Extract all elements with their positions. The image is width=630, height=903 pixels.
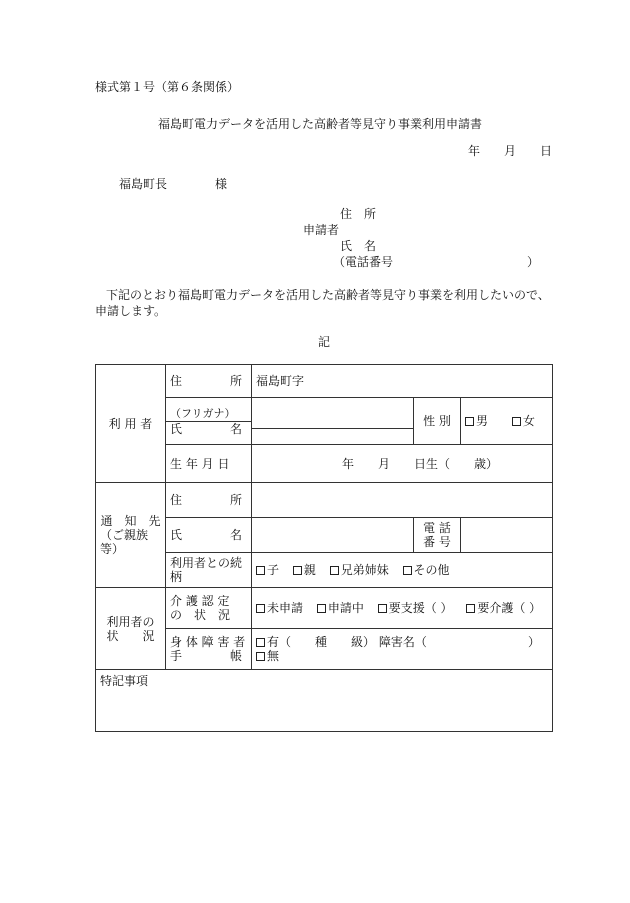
furigana-label: （フリガナ） <box>166 406 251 421</box>
care-label-line2: の 状 況 <box>170 608 231 622</box>
relation-sibling-label: 兄弟姉妹 <box>340 563 389 577</box>
checkbox-sibling[interactable] <box>330 563 389 577</box>
disability-label <box>166 629 252 670</box>
status-section-label <box>96 588 166 670</box>
relation-label <box>166 553 252 588</box>
checkbox-icon <box>512 417 521 426</box>
user-address-label: 住 所 <box>166 365 252 398</box>
male-label: 男 <box>476 414 489 428</box>
date-field[interactable]: 年 月 日 <box>468 144 553 158</box>
checkbox-male[interactable] <box>465 414 488 428</box>
notify-section-label <box>96 483 166 588</box>
care-options <box>252 588 553 629</box>
checkbox-icon <box>256 566 265 575</box>
checkbox-other[interactable] <box>403 563 450 577</box>
notify-section-line3: 等） <box>100 542 125 556</box>
disability-label-line1: 身 体 障 害 者 <box>170 635 246 649</box>
user-name-field[interactable] <box>252 398 414 445</box>
notify-name-field[interactable] <box>252 518 414 553</box>
applicant-name-label: 氏 名 <box>340 239 377 253</box>
care-applying-label: 申請中 <box>327 601 364 615</box>
disability-name-close: ） <box>528 635 541 649</box>
checkbox-icon <box>378 604 387 613</box>
user-address-field[interactable]: 福島町字 <box>252 365 553 398</box>
checkbox-icon <box>317 604 326 613</box>
applicant-label: 申請者 <box>303 223 340 237</box>
relation-label-line2: 柄 <box>170 570 183 584</box>
disability-label-line2: 手 帳 <box>170 649 243 663</box>
notify-address-field[interactable] <box>252 483 553 518</box>
checkbox-icon <box>293 566 302 575</box>
checkbox-icon <box>256 604 265 613</box>
body-text-line1: 下記のとおり福島町電力データを活用した高齢者等見守り事業を利用したいので、 <box>106 288 550 302</box>
remarks-label: 特記事項 <box>100 674 149 688</box>
checkbox-support-needed[interactable] <box>378 601 453 615</box>
user-section-label: 利 用 者 <box>96 365 166 483</box>
remarks-field[interactable] <box>96 670 553 732</box>
notify-address-label: 住 所 <box>166 483 252 518</box>
gender-options <box>461 398 553 445</box>
furigana-field[interactable] <box>252 413 413 428</box>
checkbox-not-applied[interactable] <box>256 601 303 615</box>
care-label-line1: 介 護 認 定 <box>170 594 230 608</box>
care-needed-label: 要介護（ ） <box>477 601 542 615</box>
addressee: 福島町長 <box>119 177 168 191</box>
disability-options <box>252 629 553 670</box>
disability-name-label: 障害名（ <box>378 635 427 649</box>
honorific: 様 <box>215 177 228 191</box>
birth-field[interactable]: 年 月 日生（ 歳） <box>252 445 553 483</box>
checkbox-disability-yes[interactable] <box>256 635 375 649</box>
notify-section-line1: 通 知 先 <box>100 514 161 528</box>
body-text-line2: 申請します。 <box>95 304 167 318</box>
status-section-line2: 状 況 <box>106 628 155 643</box>
checkbox-child[interactable] <box>256 563 279 577</box>
applicant-address-label: 住 所 <box>340 207 377 221</box>
gender-label: 性 別 <box>414 398 461 445</box>
checkbox-icon <box>256 652 265 661</box>
notify-phone-label: 電 話 番 号 <box>414 518 461 553</box>
checkbox-care-needed[interactable] <box>466 601 541 615</box>
checkbox-parent[interactable] <box>293 563 316 577</box>
checkbox-icon <box>465 417 474 426</box>
relation-other-label: その他 <box>413 563 450 577</box>
birth-label: 生 年 月 日 <box>166 445 252 483</box>
ki-heading: 記 <box>318 335 331 349</box>
notify-phone-field[interactable] <box>461 518 553 553</box>
female-label: 女 <box>522 414 535 428</box>
user-name-label-cell <box>166 398 252 445</box>
status-section-line1: 利用者の <box>106 614 155 629</box>
relation-label-line1: 利用者との続 <box>170 556 243 570</box>
applicant-phone-label: （電話番号 <box>333 255 394 269</box>
checkbox-icon <box>403 566 412 575</box>
applicant-phone-close: ） <box>527 255 540 269</box>
document-title: 福島町電力データを活用した高齢者等見守り事業利用申請書 <box>158 117 483 131</box>
disability-yes-label: 有（ 種 級） <box>267 635 376 649</box>
notify-name-label: 氏 名 <box>166 518 252 553</box>
checkbox-applying[interactable] <box>317 601 364 615</box>
checkbox-female[interactable] <box>512 414 535 428</box>
care-not-applied-label: 未申請 <box>267 601 304 615</box>
application-table <box>95 364 553 732</box>
name-field[interactable] <box>252 428 413 429</box>
user-name-label: 氏 名 <box>170 421 243 436</box>
checkbox-disability-no[interactable] <box>256 649 279 663</box>
relation-options <box>252 553 553 588</box>
checkbox-icon <box>330 566 339 575</box>
notify-section-line2: （ご親族 <box>100 528 149 542</box>
form-number: 様式第１号（第６条関係） <box>95 80 240 94</box>
care-label <box>166 588 252 629</box>
disability-no-label: 無 <box>267 649 280 663</box>
relation-child-label: 子 <box>267 563 280 577</box>
care-support-label: 要支援（ ） <box>388 601 453 615</box>
checkbox-icon <box>466 604 475 613</box>
relation-parent-label: 親 <box>303 563 316 577</box>
checkbox-icon <box>256 638 265 647</box>
